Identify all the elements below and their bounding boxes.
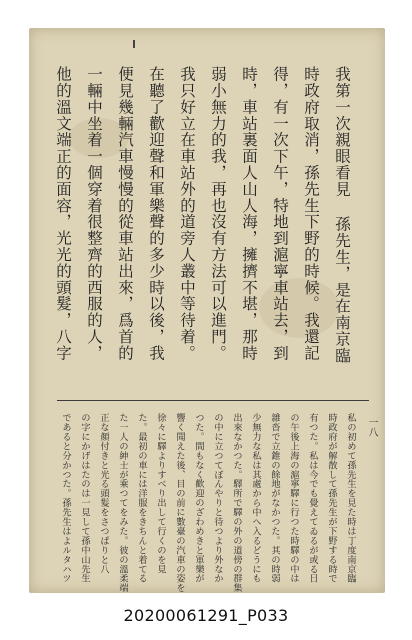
translation-text-column: の字にかげはたのは一見して孫中山先生 (79, 413, 90, 584)
translation-text-column: 正な顏付きと光る頭髮をさつぱりと八 (98, 413, 109, 574)
translation-text-column: 響く聞えた後、目の前に數臺の汽車の姿を (174, 413, 185, 593)
translation-text-column: 私の初めて孫先生を見た時は丁度南京臨 (345, 413, 356, 584)
translation-text-column: の午後上海の滬寧驛に行つた時驛の中は (288, 413, 299, 584)
translation-text-column: 少無力な私は其處から中へ入るどうにも (250, 413, 261, 584)
translation-text-block (29, 403, 385, 593)
main-text-column: 弱小無力的我，再也沒有方法可以進門。 (209, 66, 227, 362)
main-text-column: 時政府取消，孫先生下野的時候。我還記 (302, 66, 320, 362)
main-text-column: 他的溫文端正的面容，光光的頭髮，八字 (54, 66, 72, 362)
main-text-column: 便見幾輛汽車慢慢的從車站出來，爲首的 (116, 66, 134, 362)
translation-text-column: 徐々に驛よりすべり出して行くのを見 (155, 413, 166, 574)
translation-text-column: 出來なかつた。驛所で驛の外の道傍の群集 (231, 413, 242, 593)
section-divider (57, 400, 369, 401)
translation-text-column: た。最初の車には洋服をきちんと着てる (136, 413, 147, 584)
main-text-column: 在聽了歡迎聲和軍樂聲的多少時以後，我 (147, 66, 165, 362)
translation-text-column: 有つた。私は今でも覺えてゐるが或る日 (307, 413, 318, 584)
translation-text-column: た一人の紳士が乘つてをみた。彼の溫柔端 (117, 413, 128, 593)
translation-text-column: の中に立つてぼんやりと待つより外なか (212, 413, 223, 584)
main-text-column: 一輛中坐着一個穿着很整齊的西服的人， (85, 66, 103, 362)
main-text-column: 我只好立在車站外的道旁人叢中等待着。 (178, 66, 196, 362)
archive-id-caption: 20200061291_P033 (123, 606, 289, 625)
translation-text-column: 雜沓で立錐の餘地がなかつた。其の時弱 (269, 413, 280, 584)
main-text-column: 得，有一次下午，特地到滬寧車站去，到 (271, 66, 289, 362)
translation-text-column: であると分かつた。孫先生はよルタハツ (60, 413, 71, 584)
translation-text-column: 時政府が解散して孫先生が下野する時で (326, 413, 337, 584)
main-text-column: 時，車站裏面人山人海，擁擠不堪，那時 (240, 66, 258, 362)
scanned-page (29, 28, 385, 593)
main-text-column: 我第一次親眼看見 孫先生，是在南京臨 (333, 66, 351, 364)
page-number: 一八 (366, 417, 377, 437)
translation-text-column: つた。間もなく歡迎のざわめきと軍樂が (193, 413, 204, 584)
